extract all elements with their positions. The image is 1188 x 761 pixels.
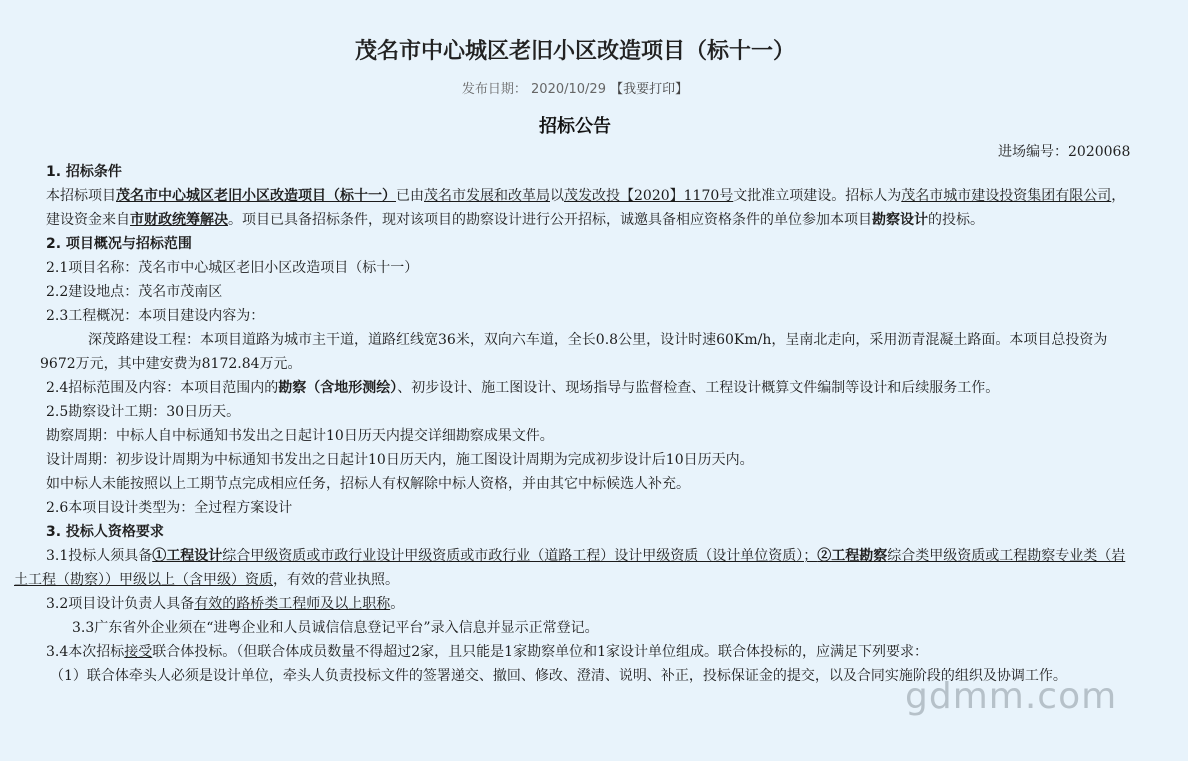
item-2-4 bbox=[14, 376, 1126, 400]
item-2-2: 2.2建设地点：茂名市茂南区 bbox=[46, 284, 223, 300]
site-watermark: gdmm.com bbox=[905, 676, 1118, 717]
survey-emphasis: 勘察（含地形测绘） bbox=[278, 380, 398, 396]
text-run: 本招标项目 bbox=[46, 188, 116, 204]
item-2-5-survey: 勘察周期：中标人自中标通知书发出之日起计10日历天内提交详细勘察成果文件。 bbox=[46, 428, 554, 444]
survey-qualification: ②工程勘察 bbox=[817, 548, 888, 564]
approval-authority: 茂名市发展和改革局 bbox=[424, 188, 550, 204]
notice-title: 招标公告 bbox=[539, 116, 611, 137]
item-2-3: 2.3工程概况：本项目建设内容为： bbox=[46, 308, 265, 324]
text-run: 2.4招标范围及内容：本项目范围内的 bbox=[46, 380, 279, 396]
text-run: 文批准立项建设。招标人为 bbox=[733, 188, 902, 204]
text-run: 3.2项目设计负责人具备 bbox=[46, 596, 195, 612]
reference-number: 进场编号：2020068 bbox=[998, 144, 1131, 160]
engineer-title: 有效的路桥类工程师及以上职称 bbox=[194, 596, 391, 612]
text-run: 。 bbox=[390, 596, 405, 612]
publish-date-value: 2020/10/29 bbox=[531, 82, 606, 97]
section-1-paragraph bbox=[14, 184, 1126, 232]
page-title: 茂名市中心城区老旧小区改造项目（标十一） bbox=[354, 39, 795, 64]
item-3-4-1: （1）联合体牵头人必须是设计单位，牵头人负责投标文件的签署递交、撤回、修改、澄清、说明、补正，投标保证金的提交，以及合同实施阶段的组织及协调工作。 bbox=[50, 668, 1067, 684]
text-run: 。项目已具备招标条件，现对该项目的勘察设计进行公开招标，诚邀具备相应资格条件的单位参加本项目 bbox=[228, 212, 872, 228]
print-link[interactable]: 【我要打印】 bbox=[610, 82, 689, 97]
project-name-emphasis: 茂名市中心城区老旧小区改造项目（标十一） bbox=[116, 188, 396, 204]
item-3-2 bbox=[14, 592, 1126, 616]
text-run: 的投标。 bbox=[928, 212, 984, 228]
item-2-5: 2.5勘察设计工期：30日历天。 bbox=[46, 404, 241, 420]
item-3-3: 3.3广东省外企业须在“进粤企业和人员诚信信息登记平台”录入信息并显示正常登记。 bbox=[72, 620, 599, 636]
funding-source: 市财政统筹解决 bbox=[130, 212, 228, 228]
section-2-heading: 2. 项目概况与招标范围 bbox=[46, 236, 192, 252]
item-2-3-detail: 深茂路建设工程：本项目道路为城市主干道，道路红线宽36米，双向六车道，全长0.8公里，设计时速60Km/h，呈南北走向，采用沥青混凝土路面。本项目总投资为9672万元，其中建安费为8172.84万元。 bbox=[40, 332, 1108, 372]
text-run: 已由 bbox=[396, 188, 424, 204]
item-3-4 bbox=[14, 640, 1126, 664]
text-run: 、初步设计、施工图设计、现场指导与监督检查、工程设计概算文件编制等设计和后续服务工作。 bbox=[397, 380, 1000, 396]
tenderer-name: 茂名市城市建设投资集团有限公司 bbox=[901, 188, 1112, 204]
section-3-heading: 3. 投标人资格要求 bbox=[46, 524, 164, 540]
text-run: ，有效的营业执照。 bbox=[273, 572, 399, 588]
item-2-1: 2.1项目名称：茂名市中心城区老旧小区改造项目（标十一） bbox=[46, 260, 419, 276]
section-1-heading: 1. 招标条件 bbox=[46, 164, 122, 180]
publish-meta bbox=[0, 78, 1150, 97]
text-run: 联合体投标。（但联合体成员数量不得超过2家，且只能是1家勘察单位和1家设计单位组成。联合体投标的，应满足下列要求： bbox=[152, 644, 928, 660]
notice-body bbox=[14, 160, 1126, 688]
text-run: ，建设资金来自 bbox=[46, 188, 1126, 228]
text-run: 3.1投标人须具备 bbox=[46, 548, 153, 564]
item-2-5-note: 如中标人未能按照以上工期节点完成相应任务，招标人有权解除中标人资格，并由其它中标候选人补充。 bbox=[46, 476, 690, 492]
item-3-1 bbox=[14, 544, 1126, 592]
publish-date-label: 发布日期： bbox=[461, 82, 527, 97]
approval-number: 茂发改投【2020】1170号 bbox=[564, 188, 734, 204]
item-2-6: 2.6本项目设计类型为：全过程方案设计 bbox=[46, 500, 293, 516]
text-run: 以 bbox=[550, 188, 564, 204]
item-2-5-design: 设计周期：初步设计周期为中标通知书发出之日起计10日历天内，施工图设计周期为完成初步设计后10日历天内。 bbox=[46, 452, 754, 468]
text-run: 3.4本次招标 bbox=[46, 644, 125, 660]
text-run: 综合甲级资质或市政行业设计甲级资质或市政行业（道路工程）设计甲级资质（设计单位资质）； bbox=[222, 548, 818, 564]
text-run: 综合类甲级资质或工程勘察专业类（岩土工程（勘察））甲级以上（含甲级）资质 bbox=[14, 548, 1126, 588]
design-qualification: ①工程设计 bbox=[152, 548, 223, 564]
scope-emphasis: 勘察设计 bbox=[872, 212, 928, 228]
consortium-accepted: 接受 bbox=[124, 644, 153, 660]
